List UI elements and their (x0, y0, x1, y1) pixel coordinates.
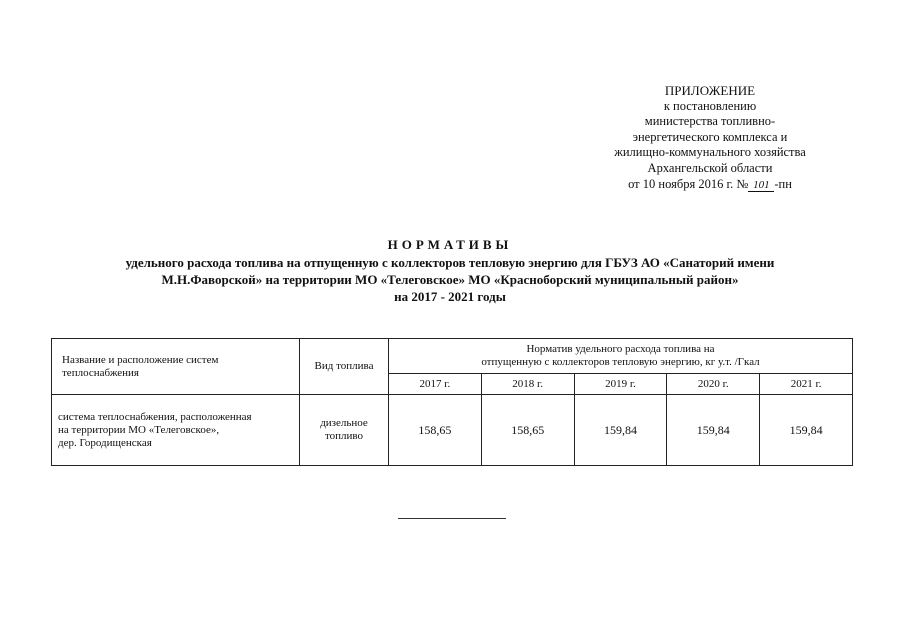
year-header: 2020 г. (667, 374, 760, 395)
year-header: 2018 г. (481, 374, 574, 395)
title-main: НОРМАТИВЫ (387, 237, 513, 252)
fuel-type-cell: дизельное топливо (300, 395, 389, 466)
system-name-line: система теплоснабжения, расположенная (58, 410, 252, 423)
system-name-line: на территории МО «Телеговское», (58, 423, 220, 436)
appendix-block (560, 83, 860, 192)
year-header: 2019 г. (574, 374, 667, 395)
norm-value-2020: 159,84 (667, 395, 760, 466)
appendix-line: энергетического комплекса и (632, 129, 788, 144)
norm-value-2017: 158,65 (389, 395, 482, 466)
system-name-line: дер. Городищенская (58, 436, 152, 449)
appendix-line: к постановлению (663, 98, 757, 113)
year-header: 2021 г. (760, 374, 853, 395)
document-title (40, 236, 860, 305)
year-header: 2017 г. (389, 374, 482, 395)
appendix-line: жилищно-коммунального хозяйства (614, 145, 806, 160)
col-header-norm (389, 339, 853, 374)
appendix-line: Архангельской области (647, 160, 773, 175)
norm-header-line: отпущенную с коллекторов тепловую энергию, кг у.т. /Гкал (481, 356, 760, 368)
appendix-date-line (560, 177, 860, 193)
handwritten-number: 101 (748, 180, 774, 192)
title-line: на 2017 - 2021 годы (394, 289, 506, 304)
norm-header-line: Норматив удельного расхода топлива на (526, 343, 715, 355)
norms-table (51, 338, 853, 466)
col-header-fuel: Вид топлива (300, 339, 389, 395)
appendix-line: министерства топливно- (644, 114, 776, 129)
appendix-date-prefix: от 10 ноября 2016 г. № (628, 176, 749, 191)
appendix-heading: ПРИЛОЖЕНИЕ (664, 83, 756, 98)
col-header-name: Название и расположение систем теплоснабжения (52, 339, 300, 395)
title-line: удельного расхода топлива на отпущенную с коллекторов тепловую энергию для ГБУЗ АО «Санаторий имени (125, 255, 775, 270)
norm-value-2021: 159,84 (760, 395, 853, 466)
norm-value-2019: 159,84 (574, 395, 667, 466)
table-row (52, 395, 853, 466)
system-name-cell (52, 395, 300, 466)
norm-value-2018: 158,65 (481, 395, 574, 466)
title-line: М.Н.Фаворской» на территории МО «Телеговское» МО «Красноборский муниципальный район» (161, 272, 739, 287)
appendix-date-suffix: -пн (774, 176, 792, 191)
table-header-row (52, 339, 853, 374)
end-divider-line (398, 518, 506, 519)
